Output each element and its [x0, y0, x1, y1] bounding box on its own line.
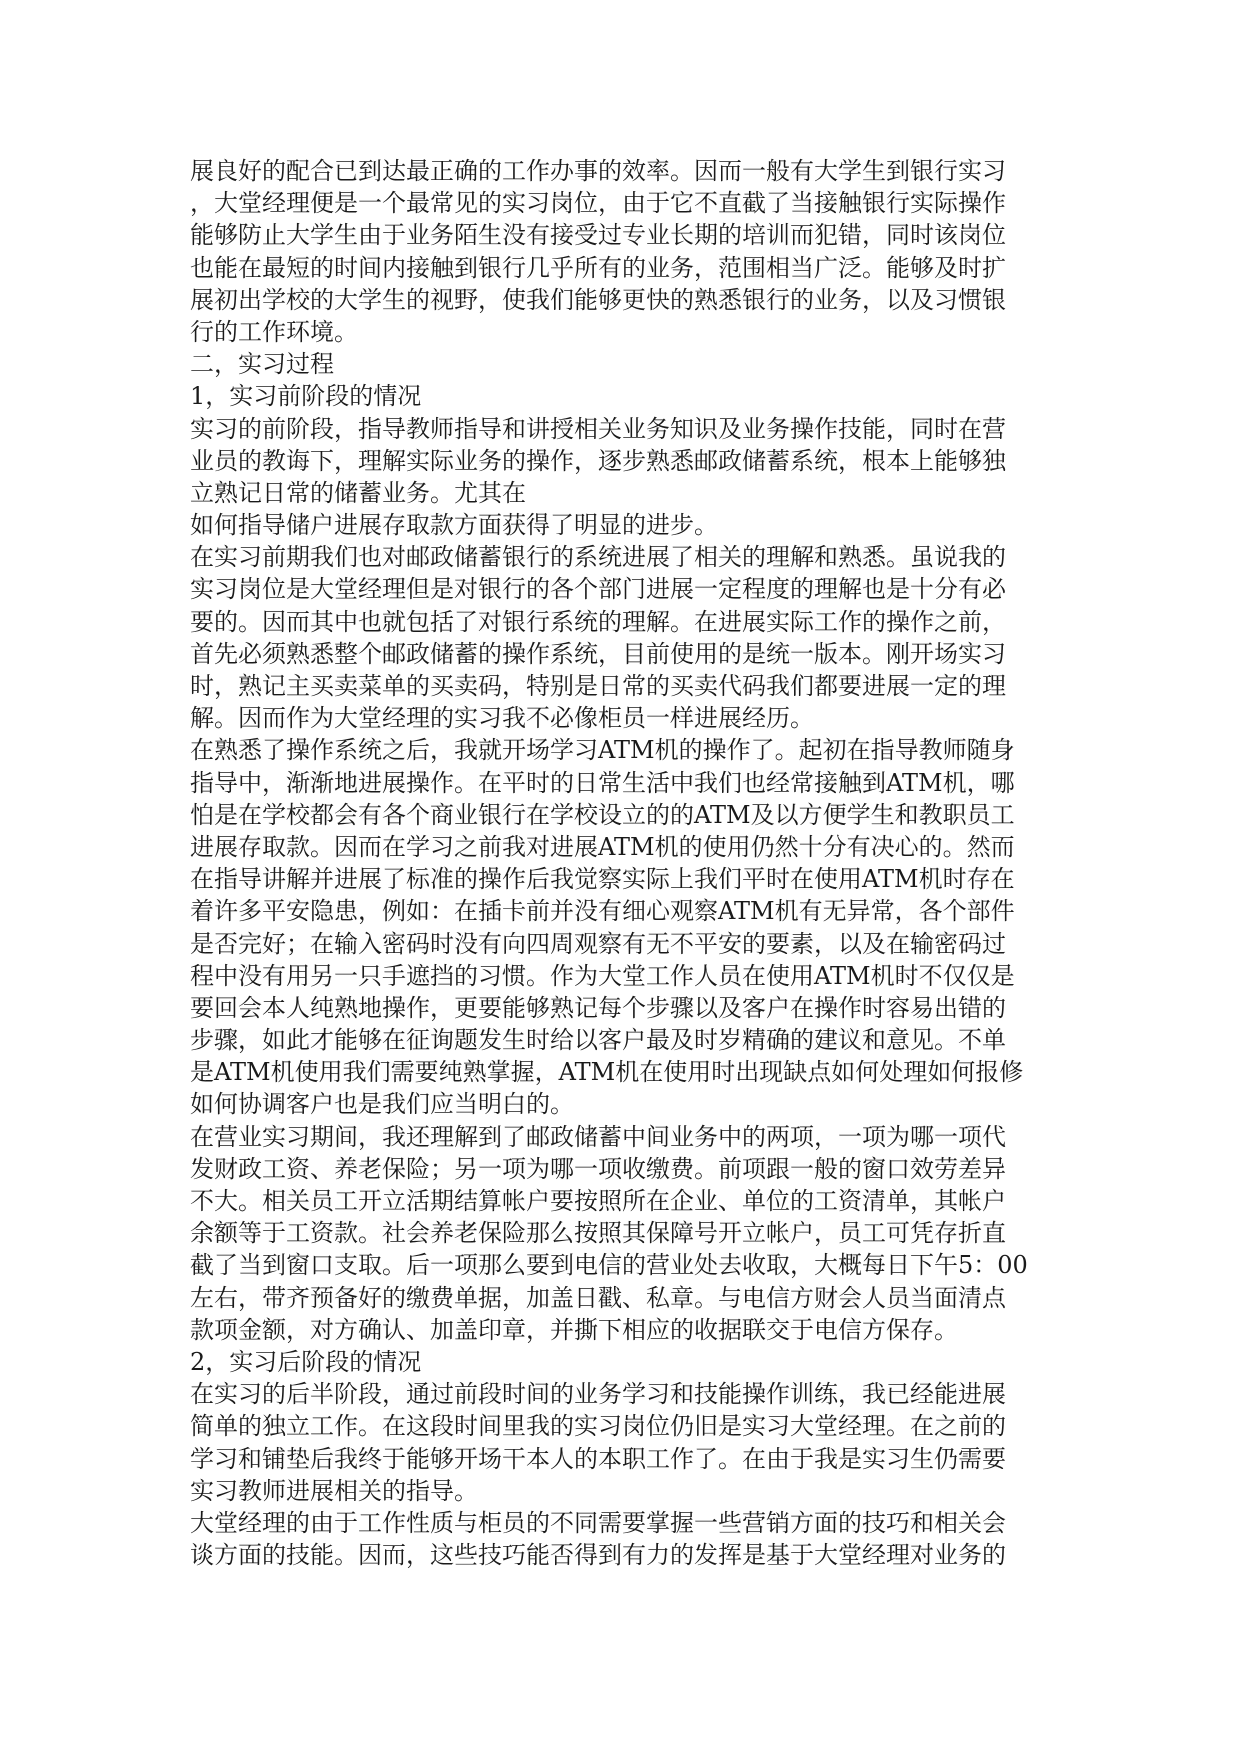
text-line: 截了当到窗口支取。后一项那么要到电信的营业处去收取，大概每日下午5：00 [190, 1251, 1028, 1280]
text-line: 进展存取款。因而在学习之前我对进展ATM机的使用仍然十分有决心的。然而 [190, 832, 1015, 861]
text-line: 不大。相关员工开立活期结算帐户要按照所在企业、单位的工资清单，其帐户 [190, 1187, 1006, 1215]
text-line: 在实习的后半阶段，通过前段时间的业务学习和技能操作训练，我已经能进展 [190, 1380, 1006, 1409]
text-line: 业员的教诲下，理解实际业务的操作，逐步熟悉邮政储蓄系统，根本上能够独 [190, 446, 1006, 475]
text-line: 是否完好；在输入密码时没有向四周观察有无不平安的要素，以及在输密码过 [190, 929, 1006, 958]
text-line: 实习岗位是大堂经理但是对银行的各个部门进展一定程度的理解也是十分有必 [190, 575, 1006, 604]
text-line: 程中没有用另一只手遮挡的习惯。作为大堂工作人员在使用ATM机时不仅仅是 [190, 961, 1015, 990]
text-line: 如何协调客户也是我们应当明白的。 [190, 1090, 574, 1119]
text-line: 在指导讲解并进展了标准的操作后我觉察实际上我们平时在使用ATM机时存在 [190, 865, 1015, 894]
text-line: 着许多平安隐患，例如：在插卡前并没有细心观察ATM机有无异常，各个部件 [190, 897, 1015, 926]
subsection-heading: 2，实习后阶段的情况 [190, 1347, 422, 1376]
text-line: 是ATM机使用我们需要纯熟掌握，ATM机在使用时出现缺点如何处理如何报修 [190, 1058, 1024, 1087]
text-line: 要的。因而其中也就包括了对银行系统的理解。在进展实际工作的操作之前， [190, 607, 1006, 636]
text-line: 实习教师进展相关的指导。 [190, 1476, 478, 1505]
text-line: 余额等于工资款。社会养老保险那么按照其保障号开立帐户，员工可凭存折直 [190, 1219, 1006, 1248]
text-line: 大堂经理的由于工作性质与柜员的不同需要掌握一些营销方面的技巧和相关会 [190, 1508, 1006, 1537]
text-line: 指导中，渐渐地进展操作。在平时的日常生活中我们也经常接触到ATM机，哪 [190, 768, 1015, 797]
text-line: 步骤，如此才能够在征询题发生时给以客户最及时岁精确的建议和意见。不单 [190, 1026, 1006, 1055]
text-line: 行的工作环境。 [190, 317, 358, 346]
text-line: 简单的独立工作。在这段时间里我的实习岗位仍旧是实习大堂经理。在之前的 [190, 1412, 1006, 1441]
text-line: 在实习前期我们也对邮政储蓄银行的系统进展了相关的理解和熟悉。虽说我的 [190, 543, 1006, 572]
text-line: 左右，带齐预备好的缴费单据，加盖日戳、私章。与电信方财会人员当面清点 [190, 1283, 1006, 1312]
text-line: 学习和铺垫后我终于能够开场干本人的本职工作了。在由于我是实习生仍需要 [190, 1444, 1006, 1473]
text-line: 谈方面的技能。因而，这些技巧能否得到有力的发挥是基于大堂经理对业务的 [190, 1541, 1006, 1570]
text-line: 时，熟记主买卖菜单的买卖码，特别是日常的买卖代码我们都要进展一定的理 [190, 672, 1006, 700]
subsection-heading: 1，实习前阶段的情况 [190, 382, 422, 411]
section-heading: 二，实习过程 [190, 350, 334, 379]
text-line: 能够防止大学生由于业务陌生没有接受过专业长期的培训而犯错，同时该岗位 [190, 221, 1006, 250]
text-line: 立熟记日常的储蓄业务。尤其在 [190, 478, 526, 507]
text-line: 款项金额，对方确认、加盖印章，并撕下相应的收据联交于电信方保存。 [190, 1315, 958, 1344]
text-line: 发财政工资、养老保险；另一项为哪一项收缴费。前项跟一般的窗口效劳差异 [190, 1154, 1006, 1183]
text-line: 首先必须熟悉整个邮政储蓄的操作系统，目前使用的是统一版本。刚开场实习 [190, 639, 1006, 668]
text-line: 展初出学校的大学生的视野，使我们能够更快的熟悉银行的业务，以及习惯银 [190, 285, 1006, 314]
text-line: 解。因而作为大堂经理的实习我不必像柜员一样进展经历。 [190, 704, 814, 733]
text-line: 也能在最短的时间内接触到银行几乎所有的业务，范围相当广泛。能够及时扩 [190, 253, 1006, 282]
text-line: 要回会本人纯熟地操作，更要能够熟记每个步骤以及客户在操作时容易出错的 [190, 993, 1006, 1022]
text-line: 展良好的配合已到达最正确的工作办事的效率。因而一般有大学生到银行实习 [190, 157, 1006, 185]
text-line: 怕是在学校都会有各个商业银行在学校设立的的ATM及以方便学生和教职员工 [190, 800, 1015, 829]
text-line: 在熟悉了操作系统之后，我就开场学习ATM机的操作了。起初在指导教师随身 [190, 736, 1015, 765]
document-body [190, 155, 1070, 1571]
text-line: 在营业实习期间，我还理解到了邮政储蓄中间业务中的两项，一项为哪一项代 [190, 1122, 1006, 1151]
text-line: 实习的前阶段，指导教师指导和讲授相关业务知识及业务操作技能，同时在营 [190, 414, 1006, 443]
text-line: 如何指导储户进展存取款方面获得了明显的进步。 [190, 511, 718, 540]
text-line: ，大堂经理便是一个最常见的实习岗位，由于它不直截了当接触银行实际操作 [190, 189, 1006, 218]
